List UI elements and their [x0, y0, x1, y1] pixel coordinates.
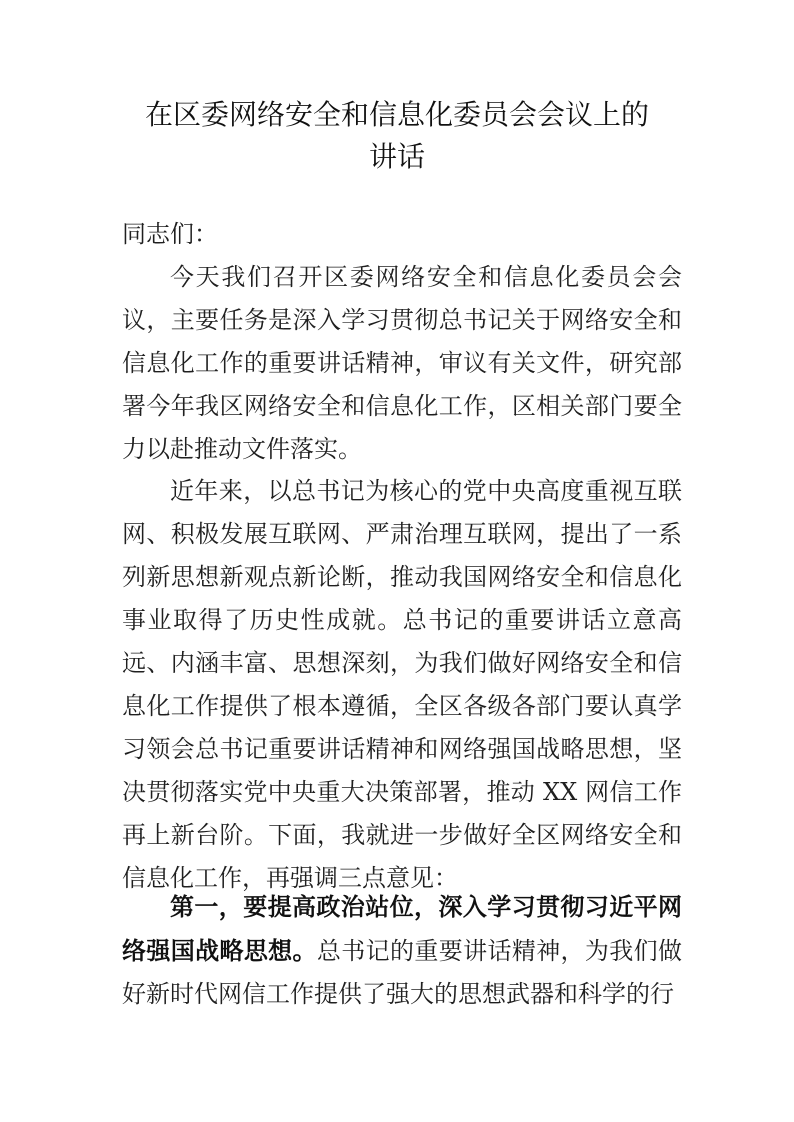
document-title-line-2: 讲话: [368, 140, 425, 173]
paragraph-3: [122, 885, 682, 1016]
paragraph-1: [122, 256, 682, 471]
paragraph-3-heading: 第一，要提高政治站位，深入学习贯彻习近平网络强国战略思想。: [122, 892, 682, 965]
paragraph-3-text: 总书记的重要讲话精神，为我们做好新时代网信工作提供了强大的思想武器和科学的行: [122, 937, 683, 1008]
paragraph-1-text: 今天我们召开区委网络安全和信息化委员会会议，主要任务是深入学习贯彻总书记关于网络安全和信息化工作的重要讲话精神，审议有关文件，研究部署今年我区网络安全和信息化工作，区相关部门要全力以赴推动文件落实。: [122, 263, 682, 463]
salutation: 同志们：: [122, 220, 218, 248]
paragraph-2-text: 近年来，以总书记为核心的党中央高度重视互联网、积极发展互联网、严肃治理互联网，提出了一系列新思想新观点新论断，推动我国网络安全和信息化事业取得了历史性成就。总书记的重要讲话立意高远、内涵丰富、思想深刻，为我们做好网络安全和信息化工作提供了根本遵循，全区各级各部门要认真学习领会总书记重要讲话精神和网络强国战略思想，坚决贯彻落实党中央重大决策部署，推动 XX 网信工作再上新台阶。下面，我就进一步做好全区网络安全和信息化工作，再强调三点意见：: [122, 477, 682, 892]
document-title-line-1: 在区委网络安全和信息化委员会会议上的: [144, 98, 649, 131]
paragraph-2: [122, 470, 682, 900]
